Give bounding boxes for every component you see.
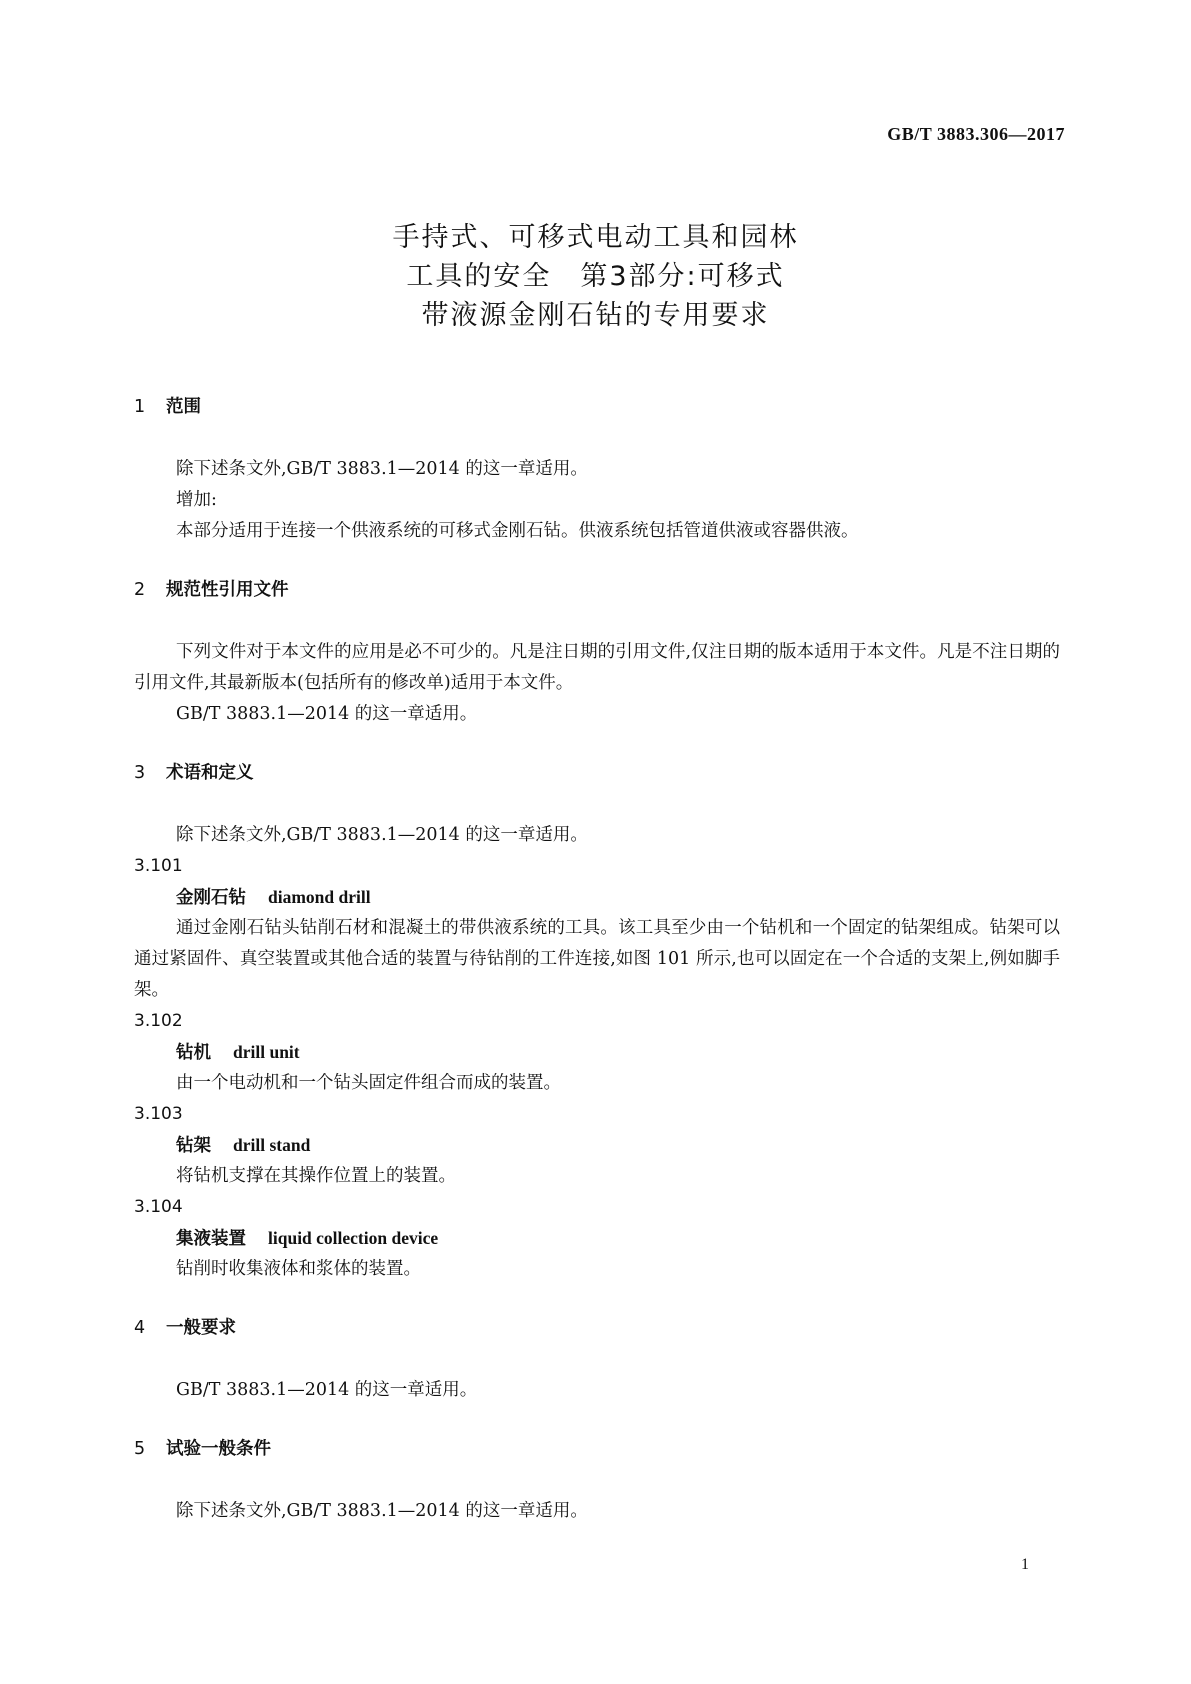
section-title: 一般要求 [166,1318,236,1338]
paragraph: 增加: [176,490,217,510]
title-line: 带液源金刚石钻的专用要求 [421,300,770,331]
term-number: 3.103 [134,1104,183,1124]
term-name-en: liquid collection device [268,1228,439,1248]
section-number: 3 [134,763,146,783]
section-title: 范围 [166,397,201,417]
section-heading-general-test-conditions [134,1434,1060,1465]
section-heading-normative-references [134,575,1060,606]
term-name-cn: 钻架 [176,1136,211,1156]
paragraph: 下列文件对于本文件的应用是必不可少的。凡是注日期的引用文件,仅注日期的版本适用于本文件。凡是不注日期的引用文件,其最新版本(包括所有的修改单)适用于本文件。 [134,642,1060,693]
section-heading-general-requirements [134,1313,1060,1344]
paragraph: 除下述条文外,GB/T 3883.1—2014 的这一章适用。 [176,459,588,479]
term-name [176,1223,1060,1254]
term-name-en: drill stand [233,1135,311,1155]
term-number: 3.102 [134,1011,183,1031]
page-number: 1 [1021,1556,1029,1573]
term-name [176,1037,1060,1068]
term-name-en: drill unit [233,1042,300,1062]
section-number: 4 [134,1318,146,1338]
paragraph: GB/T 3883.1—2014 的这一章适用。 [176,1380,478,1400]
standard-code: GB/T 3883.306—2017 [887,124,1065,144]
section-heading-scope [134,392,1060,423]
section-body-terms-definitions [134,820,1060,1285]
section-body-scope [134,454,1060,547]
term-definition: 将钻机支撑在其操作位置上的装置。 [176,1166,456,1186]
term-name-en: diamond drill [268,887,371,907]
title-line: 工具的安全 第3部分:可移式 [406,261,785,292]
title-line: 手持式、可移式电动工具和园林 [392,222,799,253]
term-name-cn: 集液装置 [176,1229,246,1249]
section-body-normative-references [134,637,1060,730]
section-number: 1 [134,397,146,417]
term-name-cn: 金刚石钻 [176,888,246,908]
term-definition: 由一个电动机和一个钻头固定件组合而成的装置。 [176,1073,561,1093]
term-number: 3.104 [134,1197,183,1217]
paragraph: 本部分适用于连接一个供液系统的可移式金刚石钻。供液系统包括管道供液或容器供液。 [176,521,859,541]
term-number: 3.101 [134,856,183,876]
document-title [0,218,1191,335]
term-definition: 钻削时收集液体和浆体的装置。 [176,1259,421,1279]
term-name [176,1130,1060,1161]
term-name-cn: 钻机 [176,1043,211,1063]
section-title: 规范性引用文件 [166,580,289,600]
document-body [134,392,1060,1555]
section-number: 5 [134,1439,146,1459]
section-number: 2 [134,580,146,600]
section-body-general-requirements [134,1375,1060,1406]
paragraph: 除下述条文外,GB/T 3883.1—2014 的这一章适用。 [176,825,588,845]
section-title: 术语和定义 [166,763,254,783]
section-title: 试验一般条件 [166,1439,271,1459]
term-name [176,882,1060,913]
term-definition: 通过金刚石钻头钻削石材和混凝土的带供液系统的工具。该工具至少由一个钻机和一个固定的钻架组成。钻架可以通过紧固件、真空装置或其他合适的装置与待钻削的工件连接,如图 101 所示,也可以固定在一个合适的支架上,例如脚手架。 [134,918,1060,1000]
section-body-general-test-conditions [134,1496,1060,1527]
paragraph: 除下述条文外,GB/T 3883.1—2014 的这一章适用。 [176,1501,588,1521]
paragraph: GB/T 3883.1—2014 的这一章适用。 [176,704,478,724]
section-heading-terms-definitions [134,758,1060,789]
